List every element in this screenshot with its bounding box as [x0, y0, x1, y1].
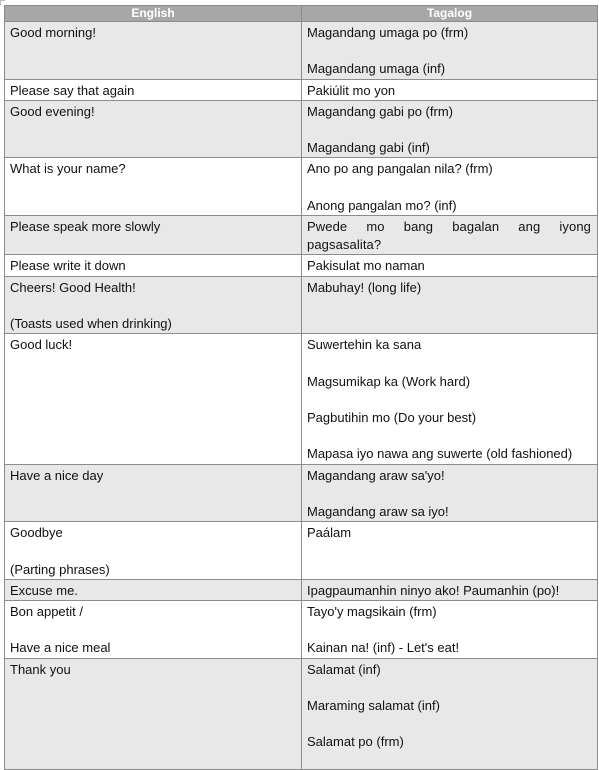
blank-line	[307, 42, 591, 60]
english-phrase: Good evening!	[10, 103, 95, 119]
english-phrase: Please speak more slowly	[10, 218, 161, 234]
tagalog-cell	[302, 215, 598, 254]
table-row	[5, 79, 598, 100]
blank-line	[307, 485, 591, 503]
tagalog-phrase: Paálam	[307, 525, 352, 541]
english-cell	[5, 579, 302, 600]
tagalog-phrase: Pagbutihin mo (Do your best)	[307, 409, 477, 425]
blank-line	[307, 715, 591, 733]
english-cell	[5, 522, 302, 580]
english-phrase: What is your name?	[10, 161, 126, 177]
tagalog-phrase: Pwede mo bang bagalan ang iyong pagsasalita?	[307, 218, 591, 253]
blank-line	[10, 297, 295, 315]
english-cell	[5, 22, 302, 80]
blank-line	[307, 679, 591, 697]
tagalog-phrase: Magandang araw sa iyo!	[307, 503, 449, 519]
tagalog-phrase: Tayo'y magsikain (frm)	[307, 603, 437, 619]
english-phrase: Goodbye	[10, 525, 63, 541]
tagalog-phrase: Suwertehin ka sana	[307, 337, 422, 353]
table-row	[5, 22, 598, 80]
blank-line	[307, 427, 591, 445]
blank-line	[307, 121, 591, 139]
tagalog-cell	[302, 255, 598, 276]
tagalog-phrase: Maraming salamat (inf)	[307, 697, 440, 713]
english-phrase: Have a nice day	[10, 467, 104, 483]
english-phrase: (Parting phrases)	[10, 561, 110, 577]
tagalog-cell	[302, 658, 598, 769]
tagalog-phrase: Mapasa iyo nawa ang suwerte (old fashioned)	[307, 446, 573, 462]
tagalog-cell	[302, 100, 598, 158]
english-cell	[5, 215, 302, 254]
tagalog-phrase: Magandang umaga po (frm)	[307, 25, 469, 40]
english-cell	[5, 658, 302, 769]
phrase-table	[4, 5, 598, 770]
table-row	[5, 100, 598, 158]
table-row	[5, 522, 598, 580]
english-cell	[5, 100, 302, 158]
english-cell	[5, 276, 302, 334]
blank-line	[307, 391, 591, 409]
tagalog-phrase: Ano po ang pangalan nila? (frm)	[307, 161, 493, 177]
blank-line	[307, 354, 591, 372]
english-cell	[5, 334, 302, 464]
tagalog-phrase: Anong pangalan mo? (inf)	[307, 197, 457, 213]
english-cell	[5, 79, 302, 100]
blank-line	[10, 621, 295, 639]
english-phrase: Good morning!	[10, 25, 96, 40]
english-phrase: Have a nice meal	[10, 640, 111, 656]
tagalog-cell	[302, 79, 598, 100]
tagalog-phrase: Magandang araw sa'yo!	[307, 467, 445, 483]
tagalog-cell	[302, 579, 598, 600]
english-cell	[5, 600, 302, 658]
english-phrase: Excuse me.	[10, 582, 78, 598]
table-row	[5, 658, 598, 769]
tagalog-cell	[302, 276, 598, 334]
tagalog-phrase: Salamat (inf)	[307, 661, 381, 677]
tagalog-phrase: Pakiúlit mo yon	[307, 82, 396, 98]
tagalog-phrase: Magsumikap ka (Work hard)	[307, 373, 471, 389]
blank-line	[10, 542, 295, 560]
english-phrase: (Toasts used when drinking)	[10, 315, 172, 331]
header-row	[5, 6, 598, 22]
tagalog-phrase: Pakisulat mo naman	[307, 258, 425, 274]
tagalog-phrase: Magandang gabi (inf)	[307, 140, 430, 156]
english-phrase: Bon appetit /	[10, 603, 83, 619]
tagalog-cell	[302, 334, 598, 464]
table-row	[5, 215, 598, 254]
tagalog-cell	[302, 600, 598, 658]
header-tagalog: Tagalog	[302, 6, 598, 22]
english-cell	[5, 158, 302, 216]
tagalog-phrase: Magandang umaga (inf)	[307, 61, 446, 77]
tagalog-phrase: Magandang gabi po (frm)	[307, 103, 453, 119]
tagalog-phrase: Kainan na! (inf) - Let's eat!	[307, 640, 460, 656]
english-phrase: Cheers! Good Health!	[10, 279, 136, 295]
table-row	[5, 276, 598, 334]
tagalog-cell	[302, 22, 598, 80]
table-row	[5, 464, 598, 522]
english-phrase: Please write it down	[10, 258, 126, 274]
blank-line	[307, 179, 591, 197]
tagalog-phrase: Salamat po (frm)	[307, 734, 404, 750]
table-row	[5, 579, 598, 600]
tagalog-phrase: Ipagpaumanhin ninyo ako! Paumanhin (po)!	[307, 582, 560, 598]
tagalog-cell	[302, 464, 598, 522]
tagalog-phrase: Mabuhay! (long life)	[307, 279, 422, 295]
table-row	[5, 334, 598, 464]
table-row	[5, 600, 598, 658]
english-phrase: Good luck!	[10, 337, 73, 353]
table-row	[5, 255, 598, 276]
english-cell	[5, 464, 302, 522]
english-phrase: Thank you	[10, 661, 71, 677]
english-cell	[5, 255, 302, 276]
tagalog-cell	[302, 522, 598, 580]
english-phrase: Please say that again	[10, 82, 135, 98]
tagalog-cell	[302, 158, 598, 216]
header-english: English	[5, 6, 302, 22]
blank-line	[307, 621, 591, 639]
table-row	[5, 158, 598, 216]
